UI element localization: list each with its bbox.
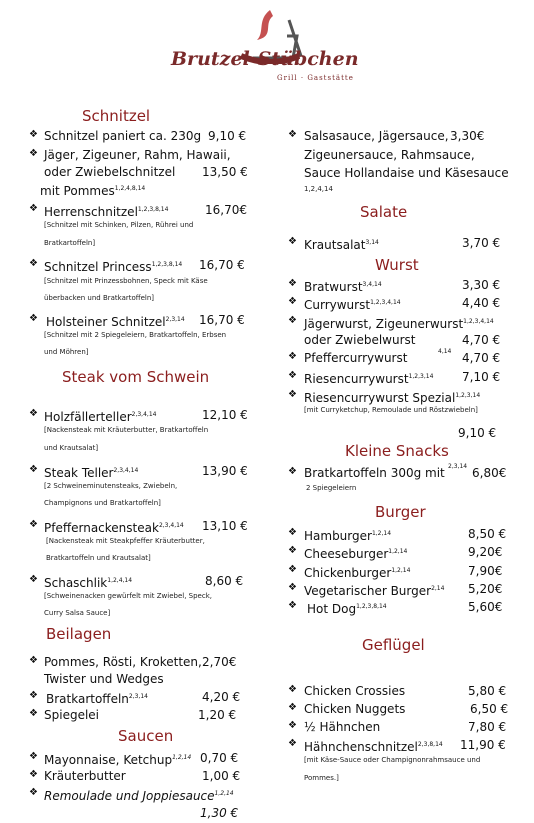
bullet-icon: ❖ xyxy=(288,545,297,556)
menu-item: Pommes, Rösti, Kroketten, xyxy=(44,655,202,669)
allergens: 1,2,14 xyxy=(371,530,392,537)
allergens: 2,3,14 xyxy=(128,693,148,700)
menu-item-text: Herrenschnitzel xyxy=(44,205,138,219)
menu-price: 1,00 € xyxy=(202,769,241,783)
allergens: 1,2,14 xyxy=(388,548,408,555)
menu-item xyxy=(44,407,156,425)
bullet-icon: ❖ xyxy=(288,527,297,538)
menu-item: oder Zwiebelwurst xyxy=(304,333,416,347)
menu-price: 3,30€ xyxy=(450,129,485,143)
menu-item-text: Riesencurrywurst Spezial xyxy=(304,391,456,405)
allergens: 1,2,3,4,14 xyxy=(370,299,401,306)
section-heading-schnitzel: Schnitzel xyxy=(82,107,151,125)
menu-price: 5,20€ xyxy=(468,582,503,596)
bullet-icon: ❖ xyxy=(29,708,38,719)
menu-item: Chicken Crossies xyxy=(304,684,406,698)
menu-item: Chicken Nuggets xyxy=(304,702,406,716)
menu-price: 13,50 € xyxy=(202,165,248,179)
allergens: 2,14 xyxy=(431,585,445,592)
menu-note: [2 Schweineminutensteaks, Zwiebeln, xyxy=(44,482,178,490)
menu-item: Kräuterbutter xyxy=(44,769,126,783)
section-heading-beilagen: Beilagen xyxy=(46,625,112,643)
menu-item-text: Currywurst xyxy=(304,298,371,312)
section-heading-saucen: Saucen xyxy=(118,727,174,745)
allergens: 4,14 xyxy=(438,348,452,355)
menu-price: 4,20 € xyxy=(202,690,241,704)
menu-price: 11,90 € xyxy=(460,738,506,752)
menu-price: 6,50 € xyxy=(470,702,509,716)
section-heading-salate: Salate xyxy=(360,203,408,221)
bullet-icon: ❖ xyxy=(29,148,38,159)
bullet-icon: ❖ xyxy=(288,389,297,400)
menu-item: Salsasauce, Jägersauce, xyxy=(304,129,449,143)
allergens: 2,3,8,14 xyxy=(417,741,443,748)
menu-note: [Nackensteak mit Steakpfeffer Kräuterbutter, xyxy=(46,537,205,545)
menu-price: 4,40 € xyxy=(462,296,501,310)
menu-item-text: Cheeseburger xyxy=(304,547,389,561)
menu-item-text: Schnitzel Princess xyxy=(44,260,152,274)
allergens: 3,4,14 xyxy=(362,281,382,288)
menu-item-text: Remoulade und Joppiesauce xyxy=(44,789,215,803)
bullet-icon: ❖ xyxy=(29,408,38,419)
menu-item: oder Zwiebelschnitzel xyxy=(44,165,176,179)
menu-note: und Krautsalat] xyxy=(44,444,99,452)
allergens: 1,2,3,8,14 xyxy=(356,603,387,610)
bullet-icon: ❖ xyxy=(29,129,38,140)
menu-note: überbacken und Bratkartoffeln] xyxy=(44,294,155,302)
bullet-icon: ❖ xyxy=(288,582,297,593)
menu-price: 7,90€ xyxy=(468,564,503,578)
menu-note: [mit Käse-Sauce oder Champignonrahmsauce und xyxy=(304,756,481,764)
menu-item xyxy=(304,388,480,406)
menu-note: Bratkartoffeln] xyxy=(44,239,96,247)
menu-note: und Möhren] xyxy=(44,348,89,356)
allergens: 1,2,3,14 xyxy=(455,392,481,399)
menu-price: 8,50 € xyxy=(468,527,507,541)
allergens: 1,2,14 xyxy=(391,567,411,574)
menu-item: Pfeffercurrywurst xyxy=(304,351,408,365)
allergens: 1,2,4,14 xyxy=(304,185,333,193)
menu-item-text: Hähnchenschnitzel xyxy=(304,740,418,754)
logo-subtitle: Grill · Gaststätte xyxy=(277,74,354,82)
allergens: 3,14 xyxy=(365,239,379,246)
bullet-icon: ❖ xyxy=(288,278,297,289)
menu-note: Curry Salsa Sauce] xyxy=(44,609,111,617)
menu-price: 12,10 € xyxy=(202,408,248,422)
menu-item xyxy=(304,314,494,332)
bullet-icon: ❖ xyxy=(288,600,297,611)
menu-item xyxy=(304,295,401,313)
allergens: 1,2,4,14 xyxy=(107,577,133,584)
menu-item xyxy=(46,312,185,330)
menu-price: 3,30 € xyxy=(462,278,501,292)
bullet-icon: ❖ xyxy=(288,738,297,749)
menu-price: 6,80€ xyxy=(472,466,507,480)
menu-item xyxy=(304,277,382,295)
section-heading-burger: Burger xyxy=(375,503,426,521)
menu-item-text: Schaschlik xyxy=(44,576,108,590)
bullet-icon: ❖ xyxy=(288,564,297,575)
bullet-icon: ❖ xyxy=(29,519,38,530)
menu-item-text: Pfeffernackensteak xyxy=(44,521,159,535)
menu-item-text: Holsteiner Schnitzel xyxy=(46,315,166,329)
menu-price: 16,70 € xyxy=(199,313,245,327)
bullet-icon: ❖ xyxy=(29,574,38,585)
menu-note: [Nackensteak mit Kräuterbutter, Bratkartoffeln xyxy=(44,426,209,434)
menu-note: [Schweinenacken gewürfelt mit Zwiebel, Speck, xyxy=(44,592,212,600)
menu-item: Spiegelei xyxy=(44,708,100,722)
menu-item xyxy=(44,202,168,220)
menu-note: 2 Spiegeleiern xyxy=(306,484,357,492)
menu-item xyxy=(44,573,132,591)
bullet-icon: ❖ xyxy=(29,655,38,666)
menu-item: Jäger, Zigeuner, Rahm, Hawaii, xyxy=(44,148,231,162)
menu-price: 0,70 € xyxy=(200,751,239,765)
menu-price: 1,30 € xyxy=(200,806,239,820)
menu-item xyxy=(44,518,184,536)
menu-item xyxy=(304,563,410,581)
allergens: 1,2,3,8,14 xyxy=(151,261,183,268)
allergens: 1,2,3,14 xyxy=(408,373,434,380)
menu-item: ½ Hähnchen xyxy=(304,720,381,734)
menu-price: 9,20€ xyxy=(468,545,503,559)
bullet-icon: ❖ xyxy=(29,769,38,780)
logo-name: Brutzel-Stübchen xyxy=(171,48,359,70)
menu-item xyxy=(46,689,148,707)
menu-price: 9,10 € xyxy=(458,426,497,440)
menu-note: Champignons und Bratkartoffeln] xyxy=(44,499,161,507)
menu-item: Twister und Wedges xyxy=(44,672,164,686)
menu-price: 5,80 € xyxy=(468,684,507,698)
menu-item-text: Vegetarischer Burger xyxy=(304,584,432,598)
allergens: 1,2,3,8,14 xyxy=(137,206,169,213)
menu-item-text: mit Pommes xyxy=(40,184,115,198)
menu-price: 16,70€ xyxy=(205,203,247,217)
menu-item: Bratkartoffeln 300g mit xyxy=(304,466,445,480)
menu-item xyxy=(307,599,387,617)
menu-price: 8,60 € xyxy=(205,574,244,588)
bullet-icon: ❖ xyxy=(288,351,297,362)
menu-item xyxy=(44,463,138,481)
bullet-icon: ❖ xyxy=(29,751,38,762)
menu-item-text: Mayonnaise, Ketchup xyxy=(44,753,173,767)
menu-note: Pommes.] xyxy=(304,774,339,782)
bullet-icon: ❖ xyxy=(288,702,297,713)
menu-note: [Schnitzel mit Prinzessbohnen, Speck mit Käse xyxy=(44,277,208,285)
menu-price: 3,70 € xyxy=(462,236,501,250)
allergens: 2,3,4,14 xyxy=(131,411,157,418)
bullet-icon: ❖ xyxy=(29,313,38,324)
bullet-icon: ❖ xyxy=(29,258,38,269)
menu-item xyxy=(304,369,433,387)
menu-item xyxy=(304,737,443,755)
bullet-icon: ❖ xyxy=(288,129,297,140)
menu-price: 13,10 € xyxy=(202,519,248,533)
menu-price: 13,90 € xyxy=(202,464,248,478)
menu-item xyxy=(304,235,379,253)
menu-item xyxy=(44,750,191,768)
menu-item-text: Krautsalat xyxy=(304,238,366,252)
menu-note: [mit Curryketchup, Remoulade und Röstzwiebeln] xyxy=(304,406,478,414)
section-heading-steak: Steak vom Schwein xyxy=(62,368,210,386)
menu-item xyxy=(40,181,145,199)
menu-price: 5,60€ xyxy=(468,600,503,614)
allergens: 2,3,14 xyxy=(165,316,185,323)
section-heading-gefluegel: Geflügel xyxy=(362,636,425,654)
bullet-icon: ❖ xyxy=(29,690,38,701)
allergens: 2,3,14 xyxy=(448,463,468,470)
menu-item-text: Jägerwurst, Zigeunerwurst xyxy=(304,317,464,331)
menu-item-text: Hot Dog xyxy=(307,602,357,616)
menu-item-text: Hamburger xyxy=(304,529,372,543)
bullet-icon: ❖ xyxy=(288,296,297,307)
menu-note: [Schnitzel mit 2 Spiegeleiern, Bratkartoffeln, Erbsen xyxy=(44,331,227,339)
bullet-icon: ❖ xyxy=(288,720,297,731)
allergens: 2,3,4,14 xyxy=(158,522,184,529)
menu-item: Schnitzel paniert ca. 230g xyxy=(44,129,202,143)
menu-item-text: Bratwurst xyxy=(304,280,363,294)
bullet-icon: ❖ xyxy=(29,464,38,475)
menu-note: [Schnitzel mit Schinken, Pilzen, Rührei und xyxy=(44,221,194,229)
menu-price: 16,70 € xyxy=(199,258,245,272)
menu-item-text: Bratkartoffeln xyxy=(46,692,129,706)
allergens: 1,2,14 xyxy=(214,790,234,797)
menu-item xyxy=(304,544,407,562)
menu-price: 7,80 € xyxy=(468,720,507,734)
bullet-icon: ❖ xyxy=(288,236,297,247)
menu-price: 9,10 € xyxy=(208,129,247,143)
menu-price: 4,70 € xyxy=(462,351,501,365)
bullet-icon: ❖ xyxy=(288,466,297,477)
menu-item-text: Riesencurrywurst xyxy=(304,372,409,386)
section-heading-kleine-snacks: Kleine Snacks xyxy=(345,442,449,460)
allergens: 1,2,3,4,14 xyxy=(463,318,494,325)
bullet-icon: ❖ xyxy=(288,684,297,695)
allergens: 1,2,14 xyxy=(172,754,192,761)
menu-item: Sauce Hollandaise und Käsesauce xyxy=(304,166,509,180)
menu-price: 4,70 € xyxy=(462,333,501,347)
menu-item-text: Steak Teller xyxy=(44,466,114,480)
bullet-icon: ❖ xyxy=(29,787,38,798)
bullet-icon: ❖ xyxy=(29,203,38,214)
logo xyxy=(165,6,370,88)
menu-note: Bratkartoffeln und Krautsalat] xyxy=(46,554,151,562)
menu-item xyxy=(304,581,444,599)
menu-price: 1,20 € xyxy=(198,708,237,722)
menu-item-text: Holzfällerteller xyxy=(44,410,132,424)
menu-item xyxy=(304,526,391,544)
allergens: 1,2,4,8,14 xyxy=(114,185,146,192)
menu-item-text: Chickenburger xyxy=(304,566,392,580)
menu-price: 2,70€ xyxy=(202,655,237,669)
allergens: 2,3,4,14 xyxy=(113,467,139,474)
menu-price: 7,10 € xyxy=(462,370,501,384)
menu-item xyxy=(44,257,182,275)
bullet-icon: ❖ xyxy=(288,370,297,381)
menu-item xyxy=(44,786,234,804)
menu-item: Zigeunersauce, Rahmsauce, xyxy=(304,148,475,162)
bullet-icon: ❖ xyxy=(288,315,297,326)
section-heading-wurst: Wurst xyxy=(375,256,419,274)
